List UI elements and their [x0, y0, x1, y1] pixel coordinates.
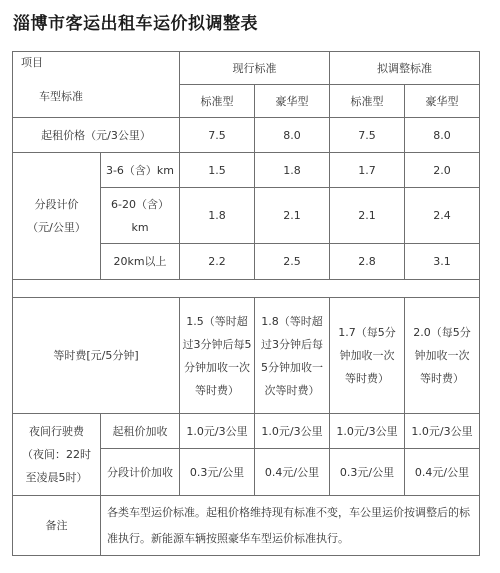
waiting-text-line: 2.0（每5分: [413, 326, 471, 339]
segment-range-2-line-2: km: [131, 220, 149, 234]
table-cell: 7.5: [330, 118, 405, 153]
segment-label-line-2: （元/公里）: [27, 221, 86, 234]
table-cell: 1.0元/3公里: [405, 414, 480, 449]
table-cell: 1.0元/3公里: [330, 414, 405, 449]
col-header-proposed-standard: 标准型: [330, 85, 405, 118]
waiting-text-line: 等时费）: [345, 372, 389, 385]
corner-header-cell: [13, 52, 180, 118]
waiting-proposed-luxury: [405, 298, 480, 414]
table-row-remarks: [13, 496, 480, 556]
waiting-text-line: 1.5（等时超: [186, 314, 248, 328]
segment-range-1: 3-6（含）km: [101, 153, 180, 188]
table-cell: 8.0: [405, 118, 480, 153]
table-cell: 0.3元/公里: [330, 449, 405, 496]
col-header-current-luxury: 豪华型: [255, 85, 330, 118]
corner-label-item: 项目: [21, 56, 43, 69]
table-cell: 1.0元/3公里: [255, 414, 330, 449]
waiting-text-line: 等时费）: [420, 372, 464, 385]
col-header-proposed-luxury: 豪华型: [405, 85, 480, 118]
row-label-night-fee: [13, 414, 101, 496]
col-header-current-standard: 标准型: [180, 85, 255, 118]
waiting-proposed-standard: [330, 298, 405, 414]
night-label-line: （夜间：22时: [22, 448, 91, 461]
waiting-current-standard: [180, 298, 255, 414]
waiting-text-line: 过3分钟后每5: [182, 337, 252, 351]
table-cell: 7.5: [180, 118, 255, 153]
table-cell: 2.1: [255, 188, 330, 244]
group-header-current: 现行标准: [180, 52, 330, 85]
waiting-text-line: 等时费）: [195, 383, 239, 397]
waiting-current-luxury: [255, 298, 330, 414]
table-cell: 1.8: [180, 188, 255, 244]
table-row-waiting-fee: [13, 298, 480, 414]
waiting-text-line: 5分钟加收一: [261, 360, 323, 374]
table-cell: 1.0元/3公里: [180, 414, 255, 449]
table-cell: 2.0: [405, 153, 480, 188]
table-cell: 8.0: [255, 118, 330, 153]
waiting-text-line: 次等时费）: [264, 383, 320, 397]
night-start-label: 起租价加收: [101, 414, 180, 449]
table-row-night-start: [13, 414, 480, 449]
table-cell: 2.2: [180, 244, 255, 280]
fare-table: [12, 51, 480, 556]
corner-label-vehicle-standard: 车型标准: [39, 90, 83, 103]
group-header-proposed: 拟调整标准: [330, 52, 480, 85]
table-cell: 2.5: [255, 244, 330, 280]
waiting-text-line: 1.8（等时超: [261, 314, 323, 328]
night-label-line: 夜间行驶费: [29, 425, 84, 438]
table-cell: 2.1: [330, 188, 405, 244]
waiting-text-line: 1.7（每5分: [338, 326, 396, 339]
row-label-starting-price: 起租价格（元/3公里）: [13, 118, 180, 153]
row-label-waiting-fee: 等时费[元/5分钟]: [13, 298, 180, 414]
header-row-groups: [13, 52, 480, 85]
table-cell: 3.1: [405, 244, 480, 280]
table-cell: 1.7: [330, 153, 405, 188]
waiting-text-line: 钟加收一次: [414, 349, 470, 362]
segment-range-3: 20km以上: [101, 244, 180, 280]
page-title: 淄博市客运出租车运价拟调整表: [13, 14, 258, 34]
night-label-line: 至凌晨5时）: [25, 471, 88, 484]
table-cell: 0.4元/公里: [255, 449, 330, 496]
segment-range-2: [101, 188, 180, 244]
table-row-segment-1: [13, 153, 480, 188]
table-cell: 0.3元/公里: [180, 449, 255, 496]
waiting-text-line: 过3分钟后每: [261, 337, 323, 351]
table-cell: 1.5: [180, 153, 255, 188]
spacer-cell: [13, 280, 480, 298]
waiting-text-line: 分钟加收一次: [184, 360, 250, 374]
table-row-spacer: [13, 280, 480, 298]
table-cell: 1.8: [255, 153, 330, 188]
waiting-text-line: 钟加收一次: [339, 349, 395, 362]
night-segment-label: 分段计价加收: [101, 449, 180, 496]
remarks-text: 各类车型运价标准。起租价格维持现有标准不变，车公里运价按调整后的标准执行。新能源车辆按照豪华车型运价标准执行。: [101, 496, 480, 556]
segment-range-2-line-1: 6-20（含）: [111, 197, 169, 211]
segment-label-line-1: 分段计价: [34, 198, 79, 211]
table-cell: 2.4: [405, 188, 480, 244]
row-label-remarks: 备注: [13, 496, 101, 556]
table-cell: 2.8: [330, 244, 405, 280]
table-row-starting-price: [13, 118, 480, 153]
table-cell: 0.4元/公里: [405, 449, 480, 496]
row-label-segment-pricing: [13, 153, 101, 280]
